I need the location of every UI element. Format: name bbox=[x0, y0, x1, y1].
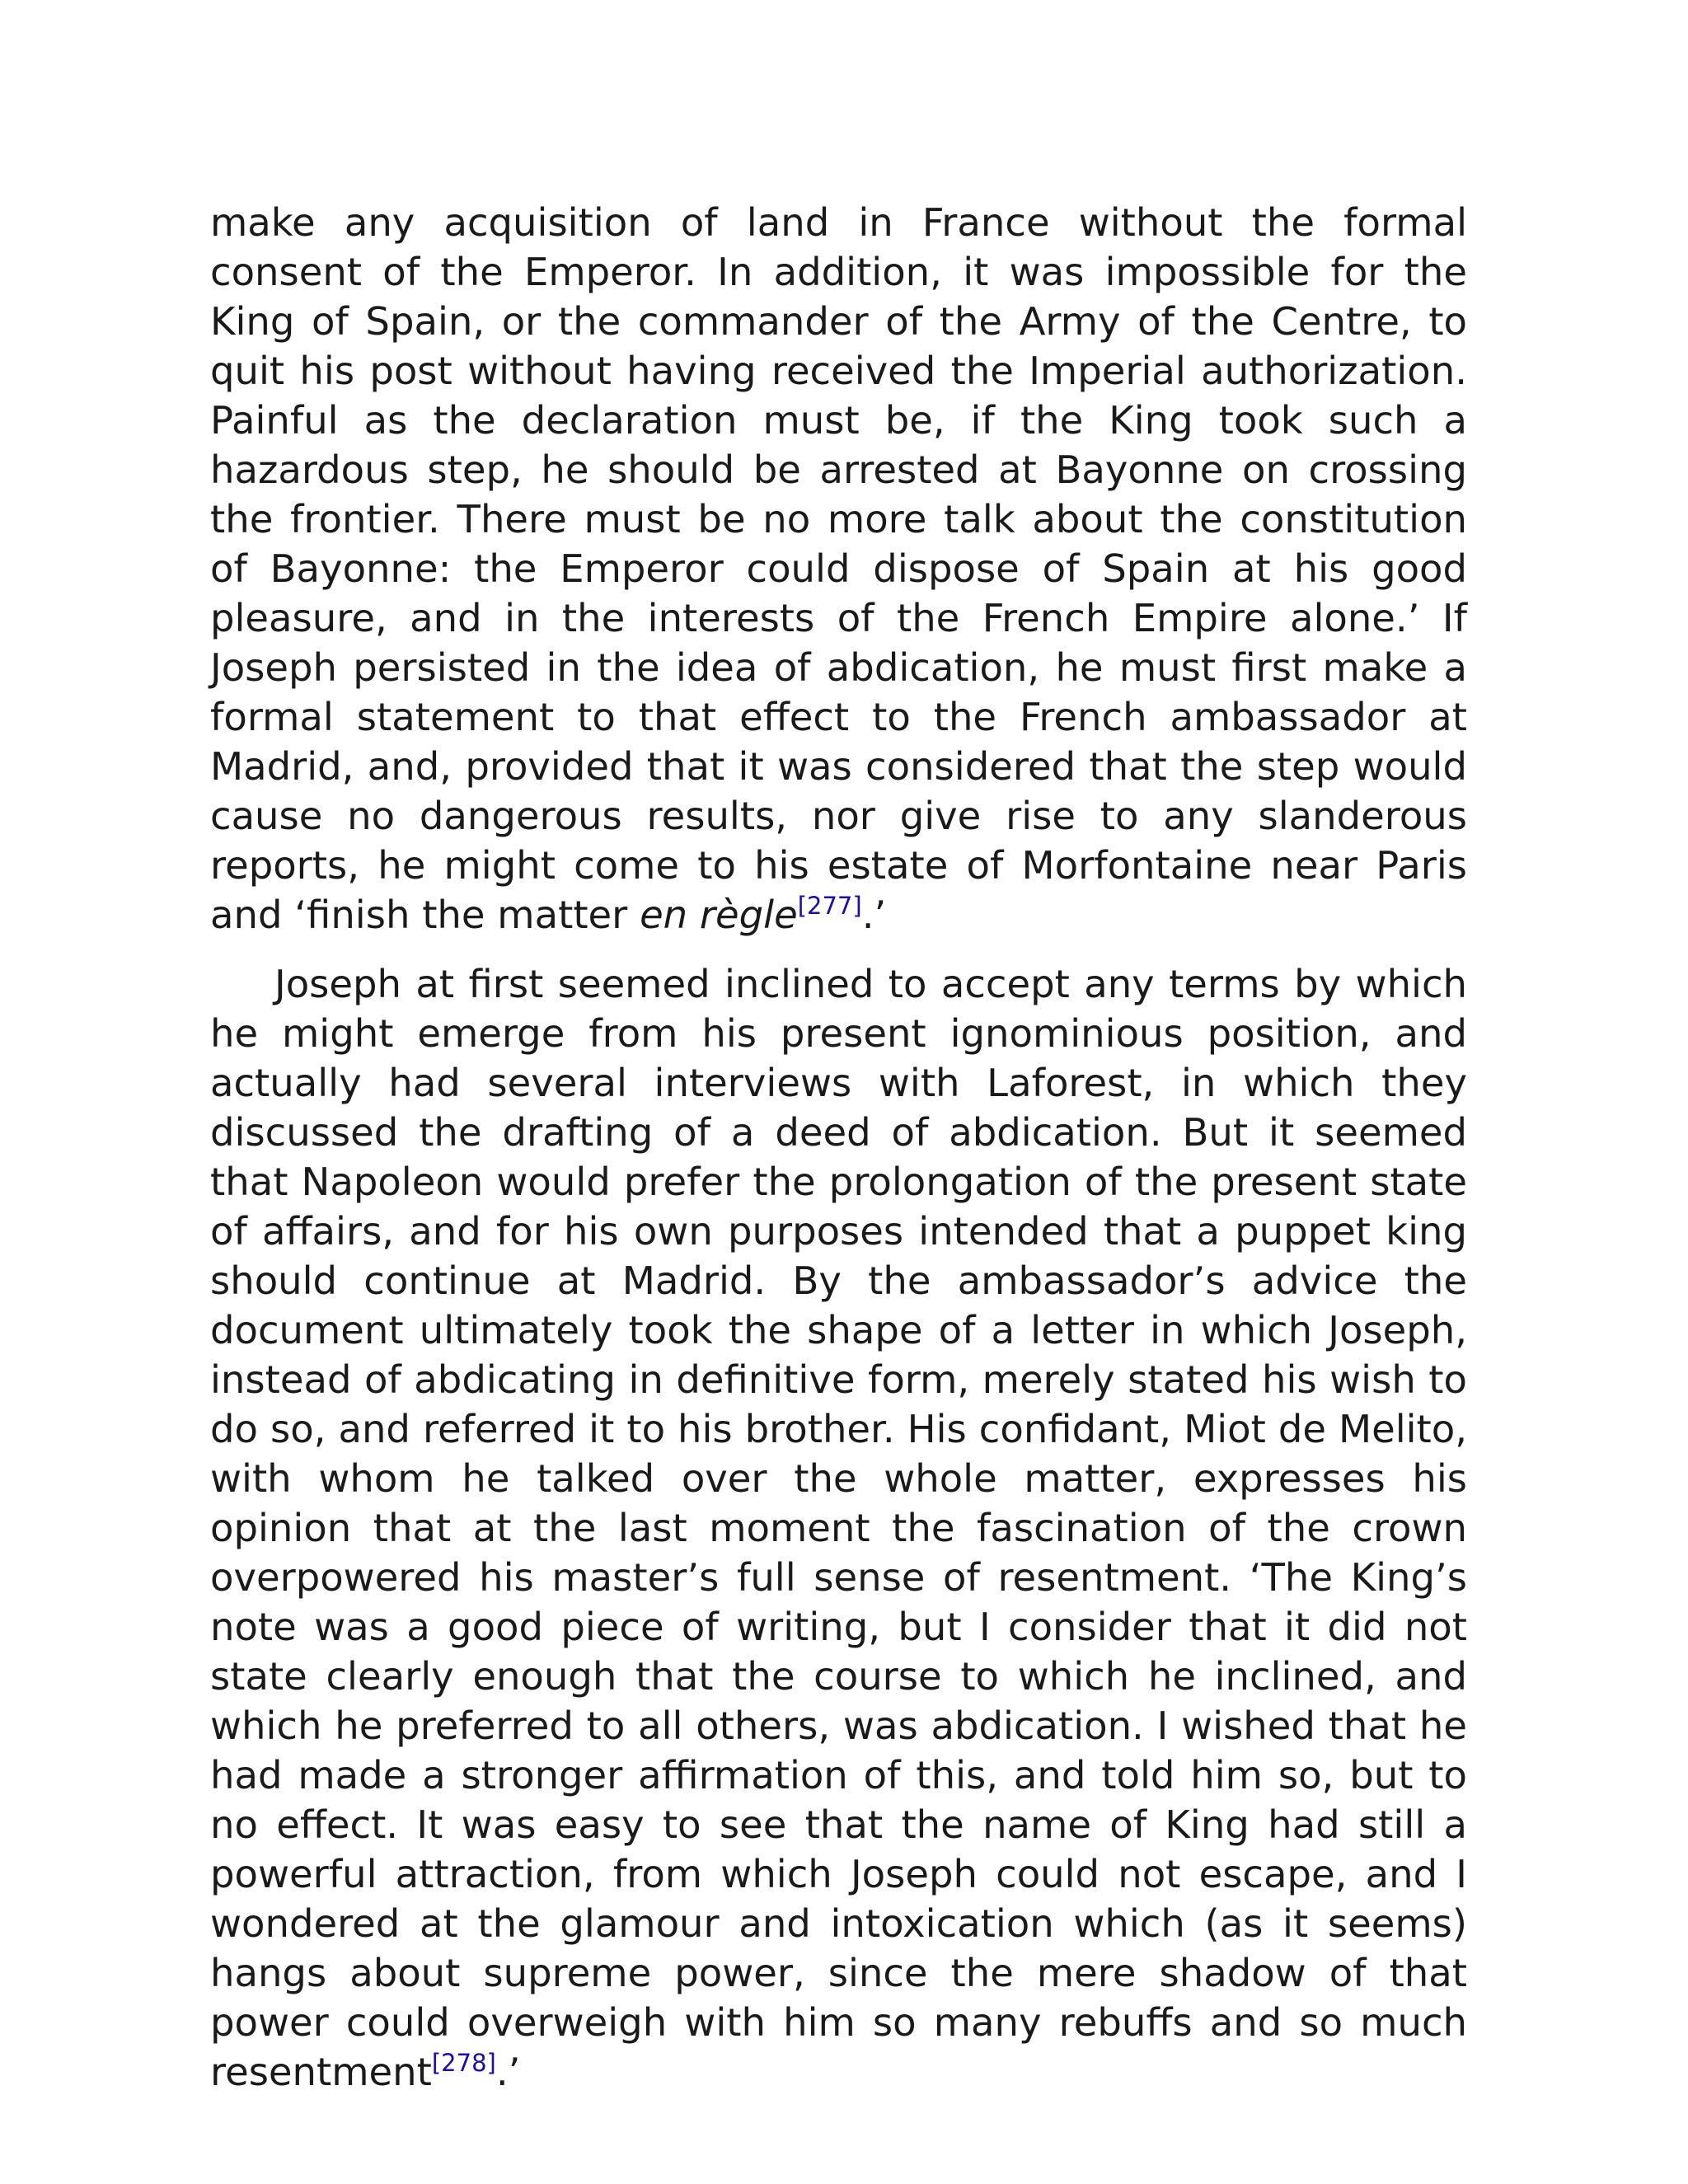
italic-phrase: en règle bbox=[640, 893, 798, 937]
page-body bbox=[210, 198, 1467, 2097]
footnote-link-278[interactable]: [278] bbox=[431, 2049, 496, 2077]
paragraph-2-closing: .’ bbox=[495, 2050, 521, 2094]
paragraph-1-text: make any acquisition of land in France without the formal consent of the Emperor. In addition, it was impossible for the King of Spain, or the commander of the Army of the Centre, to quit his post without having received the Imperial authorization. Painful as the declaration must be, if the King took such a hazardous step, he should be arrested at Bayonne on crossing the frontier. There must be no more talk about the constitution of Bayonne: the Emperor could dispose of Spain at his good pleasure, and in the interests of the French Empire alone.’ If Joseph persisted in the idea of abdication, he must first make a formal statement to that effect to the French ambassador at Madrid, and, provided that it was considered that the step would cause no dangerous results, nor give rise to any slanderous reports, he might come to his estate of Morfontaine near Paris and ‘finish the matter bbox=[210, 200, 1467, 937]
paragraph-1-closing: .’ bbox=[861, 893, 887, 937]
paragraph-2-text: Joseph at first seemed inclined to accept any terms by which he might emerge from his present ignominious position, and actually had several interviews with Laforest, in which they discussed the drafting of a deed of abdication. But it seemed that Napoleon would prefer the prolongation of the present state of affairs, and for his own purposes intended that a puppet king should continue at Madrid. By the ambassador’s advice the document ultimately took the shape of a letter in which Joseph, instead of abdicating in definitive form, merely stated his wish to do so, and referred it to his brother. His confidant, Miot de Melito, with whom he talked over the whole matter, expresses his opinion that at the last moment the fascination of the crown overpowered his master’s full sense of resentment. ‘The King’s note was a good piece of writing, but I consider that it did not state clearly enough that the course to which he inclined, and which he preferred to all others, was abdication. I wished that he had made a stronger affirmation of this, and told him so, but to no effect. It was easy to see that the name of King had still a powerful attraction, from which Joseph could not escape, and I wondered at the glamour and intoxication which (as it seems) hangs about supreme power, since the mere shadow of that power could overweigh with him so many rebuffs and so much resentment bbox=[210, 962, 1467, 2094]
footnote-link-277[interactable]: [277] bbox=[797, 892, 862, 920]
paragraph-2 bbox=[210, 959, 1467, 2097]
paragraph-1 bbox=[210, 198, 1467, 940]
